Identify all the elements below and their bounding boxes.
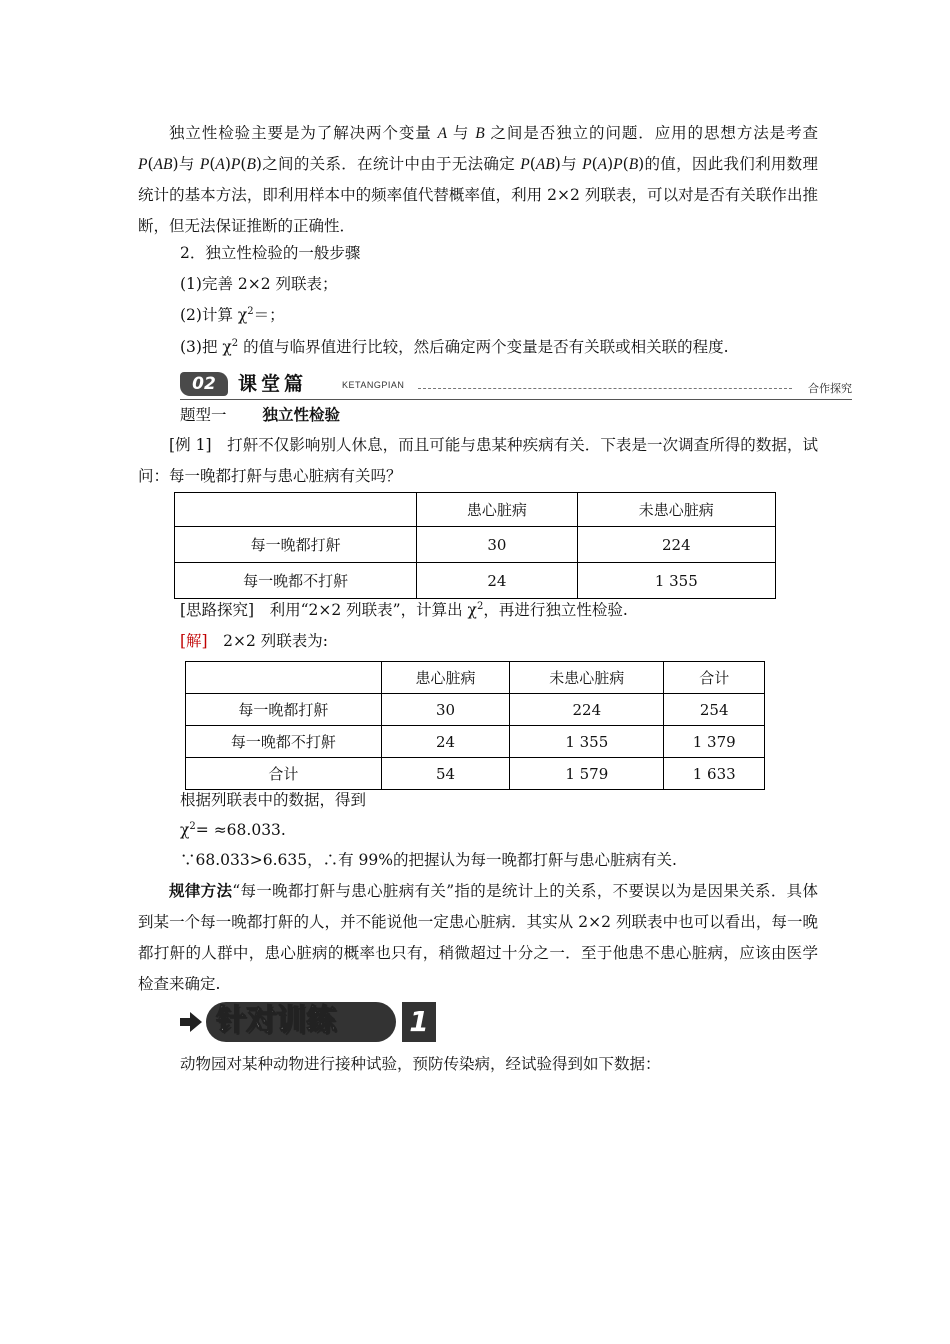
step-2: (2)计算 $\chi^2=$； [180,305,285,324]
table-cell: 1 633 [664,758,765,790]
table-row [175,563,776,599]
table-cell: 24 [417,563,577,599]
solution-line: [解] 2×2 列联表为: [180,632,328,650]
training-banner [180,1000,440,1044]
calc-intro: 根据列联表中的数据，得到 [180,791,367,809]
table-header-cell: 合计 [664,662,765,694]
table-cell: 每一晚都打鼾 [175,527,417,563]
section-dashed-line [418,388,792,389]
topic-heading: 题型一 独立性检验 [180,406,341,424]
table-cell: 每一晚都不打鼾 [175,563,417,599]
chi-square-result: $\chi^2= \approx 68.033$. [180,820,286,839]
table-cell: 24 [381,726,509,758]
training-number: 1 [402,1002,436,1042]
table-row [175,493,776,527]
table-header-cell: 未患心脏病 [510,662,664,694]
section-underline [180,399,852,400]
table-row [186,726,765,758]
contingency-table [185,661,765,790]
survey-table [174,492,776,599]
step-1: (1)完善 2×2 列联表； [180,275,338,293]
example-tag: [例 1] [169,436,212,454]
table-header-cell: 未患心脏病 [577,493,775,527]
table-cell: 每一晚都不打鼾 [186,726,382,758]
example-1: [例 1] 打鼾不仅影响别人休息，而且可能与患某种疾病有关．下表是一次调查所得的数据，试问：每一晚都打鼾与患心脏病有关吗？ [138,436,818,485]
table-header-cell: 患心脏病 [417,493,577,527]
table-cell: 54 [381,758,509,790]
table-cell: 1 379 [664,726,765,758]
method-paragraph: 规律方法“每一晚都打鼾与患心脏病有关”指的是统计上的关系，不要误以为是因果关系．具体到某一个每一晚都打鼾的人，并不能说他一定患心脏病．其实从 2×2 列联表中也可以看出，每一晚都打鼾的人群中，患心脏病的概率也只有，稍微超过十分之一．至于他患不患心脏病，应该由医学检查来确定. [138,882,818,993]
idea-tag: [思路探究] [180,601,255,619]
table-header-cell: 患心脏病 [381,662,509,694]
exercise-text: 动物园对某种动物进行接种试验，预防传染病，经试验得到如下数据： [180,1055,661,1073]
table-cell: 254 [664,694,765,726]
table-cell: 30 [417,527,577,563]
table-row [186,662,765,694]
solution-tag: [解] [180,632,208,650]
section-number-badge: 02 [180,372,228,396]
table-cell: 1 355 [510,726,664,758]
table-cell: 224 [510,694,664,726]
table-cell: 每一晚都打鼾 [186,694,382,726]
intro-paragraph: 独立性检验主要是为了解决两个变量 A 与 B 之间是否独立的问题．应用的思想方法是考查 P(AB)与 P(A)P(B)之间的关系．在统计中由于无法确定 P(AB)与 P(A)P(B)的值，因此我们利用数理统计的基本方法，即利用样本中的频率值代替概率值，利用 2×2 列联表，可以对是否有关联作出推断，但无法保证推断的正确性． [138,124,818,235]
table-row [186,758,765,790]
table-header-cell [186,662,382,694]
conclusion: ∵68.033>6.635，∴有 99%的把握认为每一晚都打鼾与患心脏病有关. [180,851,677,869]
idea-line: [思路探究] 利用“2×2 列联表”，计算出 $\chi^2$，再进行独立性检验. [180,600,628,619]
section-banner [180,370,852,400]
table-cell: 30 [381,694,509,726]
section-title: 课堂篇 [238,373,308,395]
table-header-cell [175,493,417,527]
table-cell: 1 579 [510,758,664,790]
arrow-right-icon [180,1012,202,1032]
section-right-label: 合作探究 [808,382,852,395]
section-subtitle: KETANGPIAN [342,380,405,390]
table-cell: 1 355 [577,563,775,599]
table-row [175,527,776,563]
step-3: (3)把 $\chi^2$ 的值与临界值进行比较，然后确定两个变量是否有关联或相关联的程度. [180,337,729,356]
table-cell: 224 [577,527,775,563]
table-row [186,694,765,726]
training-title: 针对训练 [216,1003,336,1038]
table-cell: 合计 [186,758,382,790]
steps-heading: 2．独立性检验的一般步骤 [180,244,361,262]
method-label: 规律方法 [169,882,233,900]
